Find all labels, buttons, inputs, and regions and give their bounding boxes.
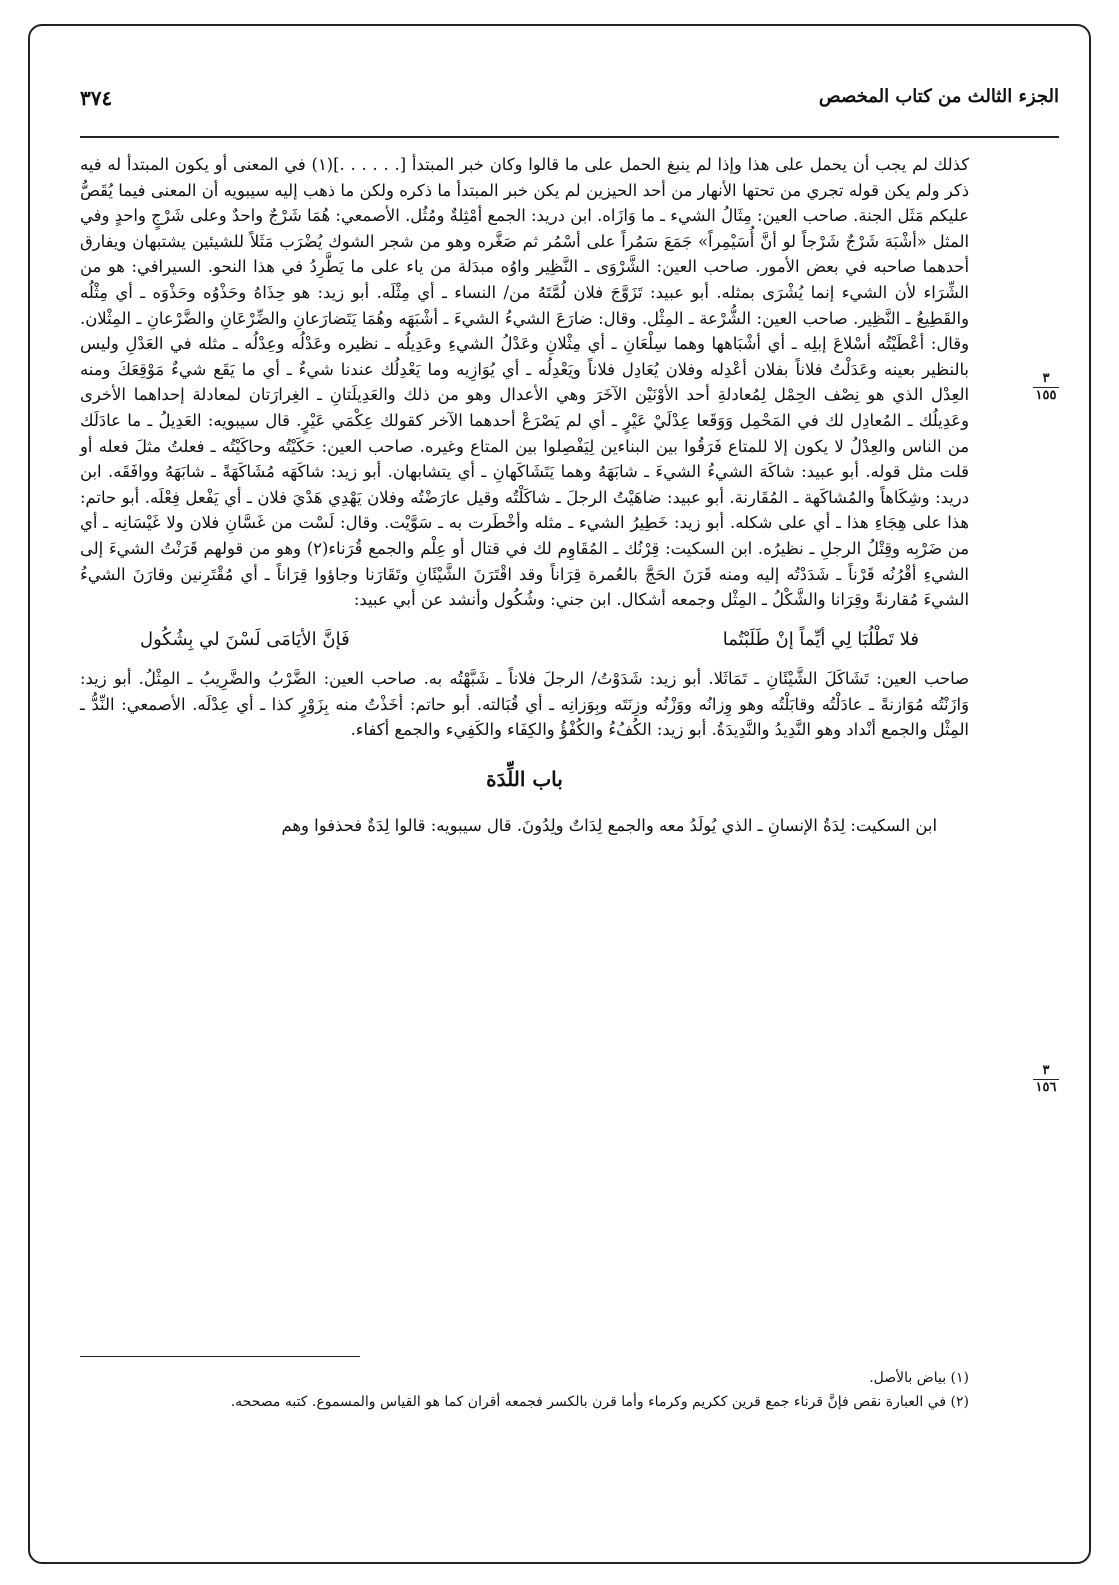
header-divider: [80, 136, 1059, 138]
margin-note-page: ١٥٦: [1035, 1080, 1057, 1095]
verse-first-hemistich: فلا تَطْلُبَا لِي أيِّماً إنْ طَلَبْتُما: [722, 628, 919, 650]
margin-note-volume: ٣: [1042, 1063, 1050, 1078]
margin-note-page: ١٥٥: [1035, 388, 1057, 403]
main-paragraph: كذلك لم يجب أن يحمل على هذا وإذا لم ينبغ الحمل على ما قالوا وكان خبر المبتدأ [. . . . . .](١) في المعنى أو يكون المبتدأ له فيه ذكر ولم يكن قوله تجري من تحتها الأنهار من أحد الحيزين لم يكن خبر المبتدأ ما ذكره ولكن ما ذهب إليه سيبويه أن المعنى فيما يُقَصُّ عليكم مَثَل الجنة. صاحب العين: مِثَالُ الشيء ـ ما وَازَاه. ابن دريد: الجمع أمْثِلةٌ ومُثُل. الأصمعي: هُمَا شَرْجٌ واحدٌ وعلى شَرْجٍ واحدٍ وفي المثل «أشْبَهَ شَرْجٌ شَرْجاً لو أنَّ أُسَيْمِراً» جَمَعَ سَمُراً على أسْمُر ثم صَغَّره وهو من شجر الشوك يُضْرَب مَثَلاً للشيئين يشتبهان ويفارق أحدهما صاحبه في بعض الأمور. صاحب العين: الشَّرْوَى ـ النَّظِير واوُه مبدَلة من ياء على ما يَطَّرِدُ في هذا النحو. السيرافي: هو من الشِّرَاء لأن الشيء إنما يُشْرَى بمثله. أبو عبيد: تَزَوَّجَ فلان لُمَّتَهُ من/ النساء ـ أي مِثْلَه. أبو زيد: هو حِذَاهُ وحَذْوُه وحَذْوَه ـ أي مِثْلُه والقَطِيعُ ـ النَّظِير. صاحب العين: الشُّرْعة ـ المِثْل. وقال: ضارَعَ الشيءُ الشيءَ ـ أشْبَهَه وهُمَا يَتَضارَعانِ والضِّرْعَانِ والضَّرْعانِ ـ المِثْلان. وقال: أعْطَيْتُه أسْلاعَ إبلِه ـ أي أشْبَاهها وهما سِلْعَانِ ـ أي مِثْلانِ وعَدْلُ الشيءِ وعَدِيلُه ـ نظيره وعَدْلُه وعِدْلُه ـ مثله في العَدْلِ وليس بالنظير بعينه وعَدَلْتُ فلاناً بفلان أعْدِله وفلان يُعَادِل فلاناً ويَعْدِلُه ـ أي يُوَازِيه وما يَعْدِلُك عندنا شيءٌ ـ أي ما يَقَع شيءٌ مَوْقِعَكَ ومنه العِدْل الذي هو نِصْف الحِمْل لِمُعادلةِ أحد الأوْنَيْن الآخَرَ وهي الأعدال وهو من ذلك والعَدِيلَتانِ ـ الغِرارَتان لمعادلة إحداهما الأخرى وعَدِيلُك ـ المُعادِل لك في المَحْمِل وَوَقَعا عِدْلَيْ عَيْرٍ ـ أي لم يَصْرَعْ أحدهما الآخر كقولك عِكْمَي عَيْرٍ. قال سيبويه: العَدِيلُ ـ ما عادَلَك من الناس والعِدْلُ لا يكون إلا للمتاع فَرَقُوا بين البناءين لِيَفْصِلوا بين المتاع وغيره. صاحب العين: حَكَيْتُه وحاكَيْتُه ـ فعلتُ مثلَ فعله أو قلت مثل قوله. أبو عبيد: شاكَهَ الشيءُ الشيءَ ـ شابَهَهُ وهما يَتَشَاكَهانِ ـ أي يتشابهان. أبو زيد: شاكَهَه مُشَاكَهَةً ـ شابَهَهُ ووافَقَه. ابن دريد: وشِكَاهاً والمُشاكَهة ـ المُقَارنة. أبو عبيد: ضاهَيْتُ الرجلَ ـ شاكَلْتُه وقيل عارَضْتُه وفلان يَهْدِي هَدْيَ فلان ـ أي يَفْعل فِعْلَه. أبو حاتم: هذا على هِجَاءِ هذا ـ أي على شكله. أبو زيد: خَطِيرُ الشيء ـ مثله وأخْطَرت به ـ سَوَّيْت. وقال: لَسْت من غَسَّانِ فلان ولا غَيْسَانِه ـ أي من ضَرْبِه وقِتْلُ الرجلِ ـ نظيرُه. ابن السكيت: قِرْنُك ـ المُقَاوِم لك في قتال أو عِلْم والجمع قُرَناء(٢) وهو من قولهم قَرَنْتُ الشيءَ إلى الشيءِ أقْرُنُه قَرْناً ـ شَدَدْتُه إليه ومنه قَرَنَ الحَجَّ بالعُمرة قِرَاناً وقد اقْتَرَنَ الشَّيْئَانِ وتَقَارَنا وجاؤوا قِرَاناً ـ أي مُقْتَرِنين وقارَنَ الشيءُ الشيءَ مُقارنةً وقِرَانا والشَّكْلُ ـ المِثْل وجمعه أشكال. ابن جني: وشُكُول وأنشد عن أبي عبيد:: [80, 155, 970, 610]
margin-note-1: [1031, 372, 1061, 403]
footnotes: [80, 1366, 969, 1414]
book-title: الجزء الثالث من كتاب المخصص: [818, 86, 1059, 107]
margin-note-volume: ٣: [1042, 371, 1050, 386]
main-text: [80, 152, 969, 838]
verse-second-hemistich: فَإنَّ الأيَامَى لَسْنَ لي بِشُكُول: [140, 628, 350, 650]
section-paragraph: ابن السكيت: لِدَةُ الإنسانِ ـ الذي يُولَدُ معه والجمع لِدَاتٌ ولِدُونَ. قال سيبويه: قالوا لِدَةٌ فحذفوا وهم: [281, 815, 937, 835]
footnote-1: (١) بياض بالأصل.: [869, 1370, 969, 1386]
page-number: ٣٧٤: [80, 86, 113, 110]
margin-note-2: [1031, 1064, 1061, 1095]
page-header: [80, 84, 1059, 114]
section-heading: باب اللِّدَة: [486, 767, 563, 792]
poetry-verse: [140, 627, 919, 653]
footnote-2: (٢) في العبارة نقص فإنَّ قرناء جمع قرين ككريم وكرماء وأما قرن بالكسر فجمعه أقران كما هو القياس والمسموع. كتبه مصححه.: [230, 1394, 969, 1410]
paragraph-after-verse: صاحب العين: تَشَاكَلَ الشَّيْئَانِ ـ تَمَاثَلا. أبو زيد: شَدَوْتُ/ الرجلَ فلاناً ـ شَبَّهْتُه به. صاحب العين: الضَّرْبُ والضَّرِيبُ ـ المِثْلُ. أبو زيد: وَازَنْتُه مُوَازنةً ـ عادَلْتُه وقابَلْتُه وهو وِزانُه ووَزْنُه وزِنَتَه وبِوَزانِه ـ أي قُبَالته. أبو حاتم: أخَذْتُ منه بِزَوْرٍ كذا ـ أي عِدْلَه. الأصمعي: النِّدُّ ـ المِثْل والجمع أنْداد وهو النَّدِيدُ والنَّدِيدَةُ. أبو زيد: الكُفُءُ والكُفْؤُ والكِفَاء والكَفِيء والجمع أكفاء.: [80, 669, 969, 740]
footnote-divider: [80, 1356, 360, 1357]
